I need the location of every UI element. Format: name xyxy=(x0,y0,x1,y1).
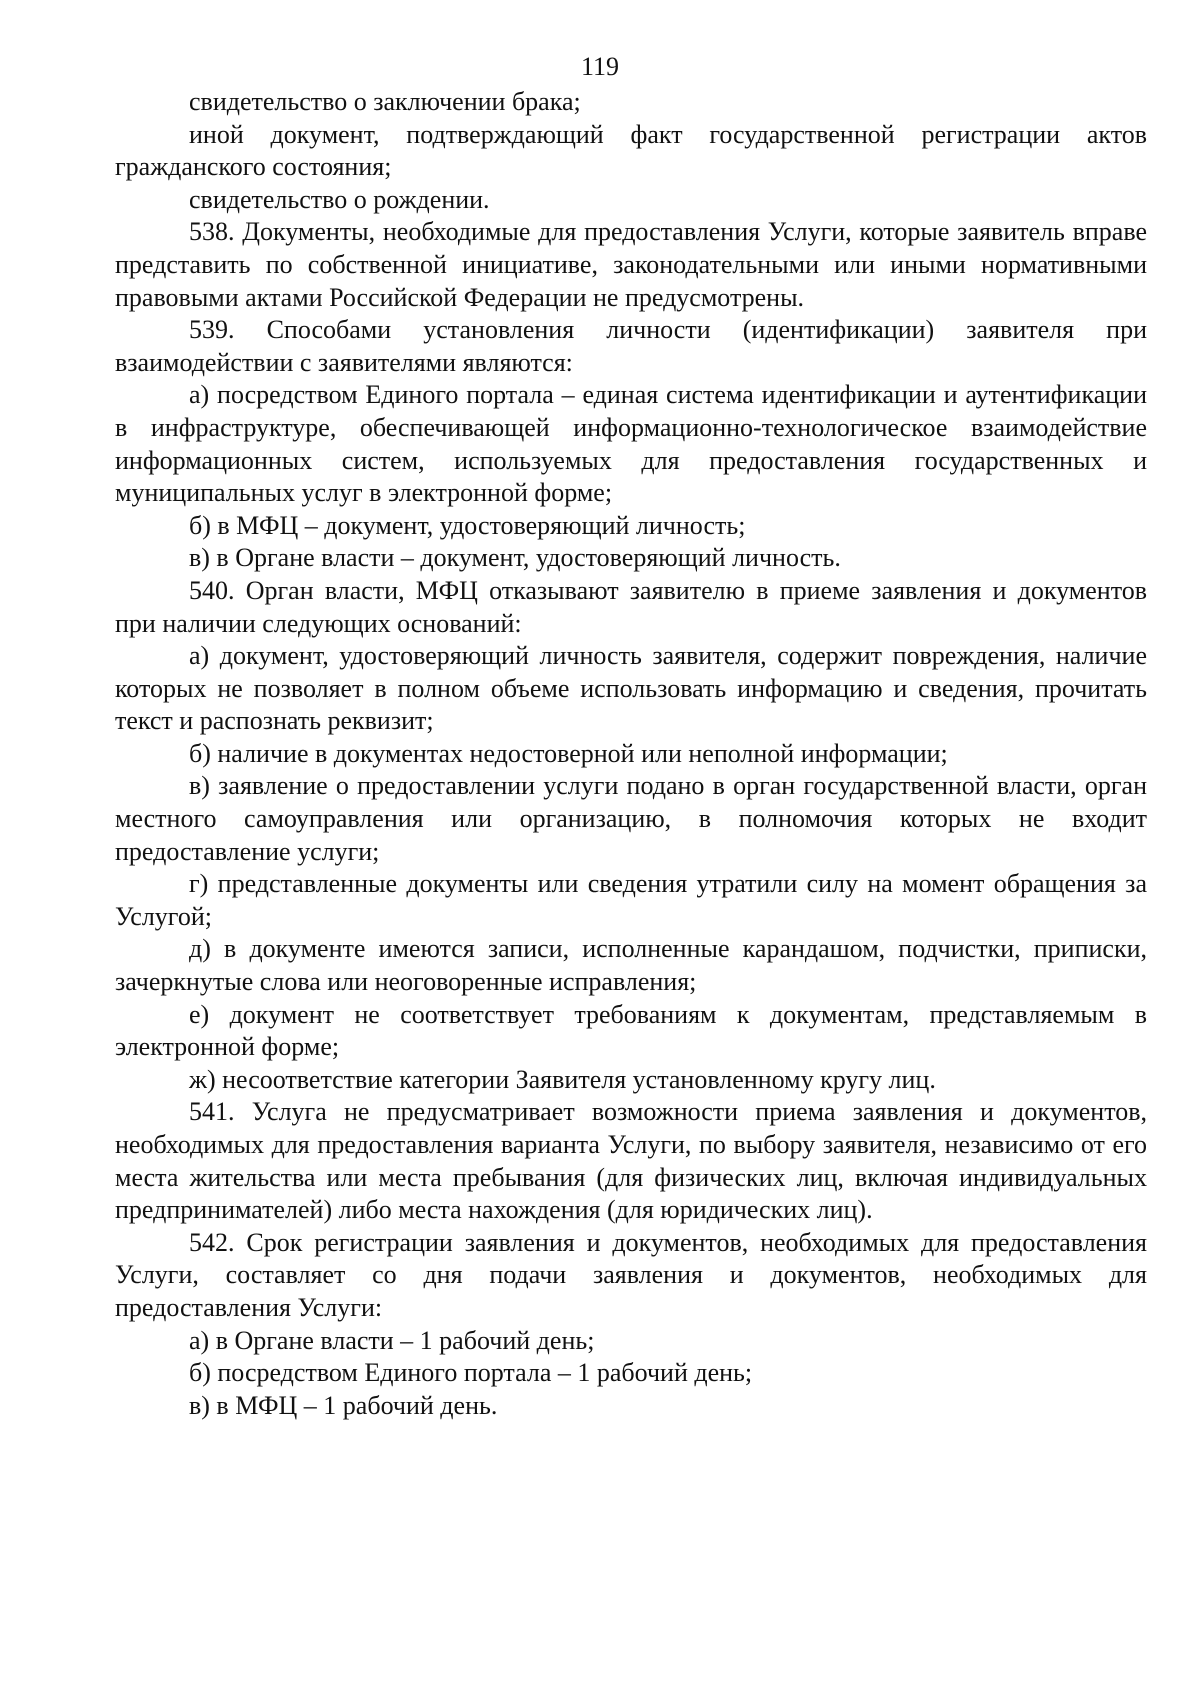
paragraph: иной документ, подтверждающий факт государственной регистрации актов гражданского состояния; xyxy=(115,119,1147,182)
paragraph: б) наличие в документах недостоверной или неполной информации; xyxy=(189,738,948,768)
paragraph: а) в Органе власти – 1 рабочий день; xyxy=(189,1325,595,1355)
paragraph: е) документ не соответствует требованиям к документам, представляемым в электронной форме; xyxy=(115,999,1147,1062)
paragraph: свидетельство о рождении. xyxy=(189,184,490,214)
paragraph: ж) несоответствие категории Заявителя установленному кругу лиц. xyxy=(189,1064,936,1094)
paragraph: а) посредством Единого портала – единая система идентификации и аутентификации в инфраструктуре, обеспечивающей информационно-технологическое взаимодействие информационных систем, используемых для предоставления государственных и муниципальных услуг в электронной форме; xyxy=(115,380,1147,508)
paragraph-540: 540. Орган власти, МФЦ отказывают заявителю в приеме заявления и документов при наличии следующих оснований: xyxy=(115,575,1147,638)
paragraph: в) заявление о предоставлении услуги подано в орган государственной власти, орган местного самоуправления или организацию, в полномочия которых не входит предоставление услуги; xyxy=(115,771,1147,866)
document-body xyxy=(115,86,1147,1422)
page-number: 119 xyxy=(580,52,620,81)
paragraph: б) в МФЦ – документ, удостоверяющий личность; xyxy=(189,510,746,540)
paragraph: свидетельство о заключении брака; xyxy=(189,87,581,116)
paragraph-541: 541. Услуга не предусматривает возможности приема заявления и документов, необходимых для предоставления варианта Услуги, по выбору заявителя, независимо от его места жительства или места пребывания (для физических лиц, включая индивидуальных предпринимателей) либо места нахождения (для юридических лиц). xyxy=(115,1097,1147,1225)
paragraph: а) документ, удостоверяющий личность заявителя, содержит повреждения, наличие которых не позволяет в полном объеме использовать информацию и сведения, прочитать текст и распознать реквизит; xyxy=(115,641,1147,736)
paragraph-538: 538. Документы, необходимые для предоставления Услуги, которые заявитель вправе представить по собственной инициативе, законодательными или иными нормативными правовыми актами Российской Федерации не предусмотрены. xyxy=(115,217,1147,312)
paragraph-539: 539. Способами установления личности (идентификации) заявителя при взаимодействии с заявителями являются: xyxy=(115,315,1147,377)
paragraph: г) представленные документы или сведения утратили силу на момент обращения за Услугой; xyxy=(115,869,1147,931)
paragraph: д) в документе имеются записи, исполненные карандашом, подчистки, приписки, зачеркнутые слова или неоговоренные исправления; xyxy=(115,934,1147,997)
paragraph: б) посредством Единого портала – 1 рабочий день; xyxy=(189,1358,753,1388)
paragraph: в) в Органе власти – документ, удостоверяющий личность. xyxy=(189,543,841,573)
paragraph: в) в МФЦ – 1 рабочий день. xyxy=(189,1390,498,1420)
paragraph-542: 542. Срок регистрации заявления и документов, необходимых для предоставления Услуги, составляет со дня подачи заявления и документов, необходимых для предоставления Услуги: xyxy=(115,1227,1147,1322)
